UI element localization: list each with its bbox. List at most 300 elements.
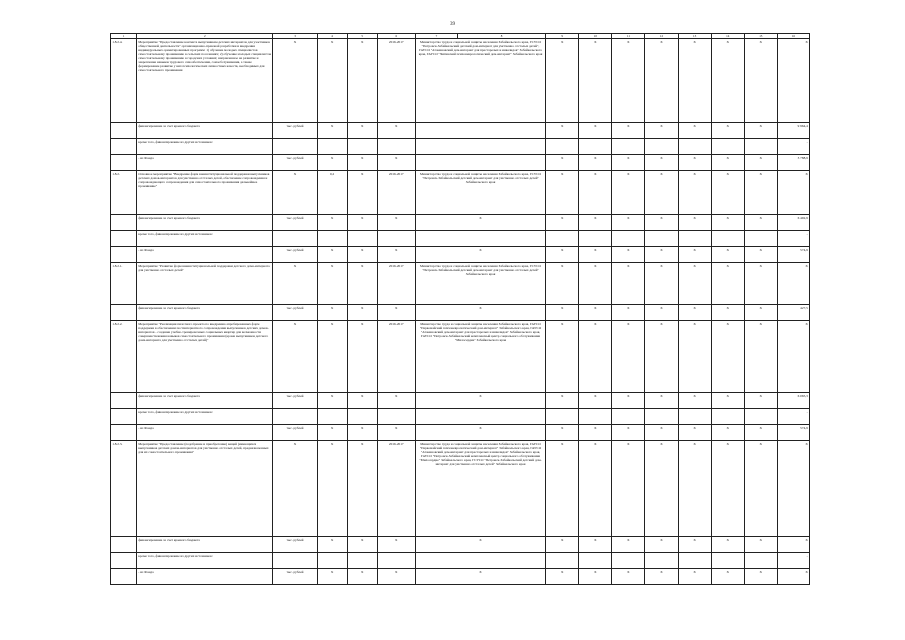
table-cell: Х <box>744 393 777 409</box>
table-cell: Х <box>678 393 711 409</box>
table-cell: Х <box>317 537 347 553</box>
table-cell: Х <box>377 393 415 409</box>
table-cell <box>678 553 711 569</box>
table-row <box>111 263 810 305</box>
table-cell: Х <box>377 247 415 263</box>
table-cell: Х <box>579 123 612 139</box>
table-cell: - из Фонда <box>137 425 273 441</box>
table-cell: Х <box>377 425 415 441</box>
table-row <box>111 441 810 537</box>
table-cell: 1.8.2.2. <box>111 321 137 393</box>
table-cell <box>273 553 317 569</box>
table-cell <box>744 409 777 425</box>
table-cell: Х <box>612 305 645 321</box>
table-cell: Х <box>317 247 347 263</box>
table-cell: Х <box>711 569 744 585</box>
table-cell: кроме того, финансирование из других источников: <box>137 139 273 155</box>
table-cell: финансирование за счет краевого бюджета <box>137 305 273 321</box>
table-cell: Х <box>777 569 809 585</box>
table-cell: Х <box>744 247 777 263</box>
table-row <box>111 139 810 155</box>
table-cell: Х <box>317 263 347 305</box>
table-cell: Х <box>579 569 612 585</box>
table-cell <box>579 231 612 247</box>
table-cell: Х <box>777 537 809 553</box>
table-cell: Х <box>711 171 744 215</box>
table-cell: 1.8.2.3. <box>111 441 137 537</box>
table-cell: Х <box>645 425 678 441</box>
table-cell <box>415 155 545 171</box>
table-cell: тыс. рублей <box>273 569 317 585</box>
table-cell <box>415 553 545 569</box>
table-cell: Х <box>678 537 711 553</box>
table-cell: - из Фонда <box>137 569 273 585</box>
table-cell <box>678 409 711 425</box>
table-cell: Х <box>678 171 711 215</box>
table-row <box>111 553 810 569</box>
table-cell <box>612 553 645 569</box>
table-cell: тыс. рублей <box>273 425 317 441</box>
table-cell: Х <box>579 321 612 393</box>
table-cell: Х <box>579 171 612 215</box>
table-cell: Х <box>744 123 777 139</box>
table-cell: Х <box>546 39 579 123</box>
table-cell: - <box>777 139 809 155</box>
table-cell: Х <box>645 321 678 393</box>
table-cell: Х <box>744 215 777 231</box>
table-cell: Х <box>347 441 377 537</box>
table-cell: 574,9 <box>777 247 809 263</box>
table-cell: Х <box>273 171 317 215</box>
table-cell: тыс. рублей <box>273 305 317 321</box>
table-cell: Х <box>612 569 645 585</box>
table-cell: 2016-2017 <box>377 39 415 123</box>
table-cell <box>347 231 377 247</box>
table-cell: Х <box>612 215 645 231</box>
table-cell: Министерство труда и социальной защиты населения Забайкальского края, ГАУСО "Первомайский психоневрологический дом-интернат" Забайкальского края, ГАУСО "Атамановский дом-интернат для престарелых и инвалидов" Забайкальского края, ГАУСО "Петровск-Забайкальский комплексный центр социального обслуживания "Милосердие" Забайкальского края <box>415 321 545 393</box>
table-cell: Х <box>645 305 678 321</box>
table-cell: 6 065,3 <box>777 393 809 409</box>
table-cell: Х <box>546 569 579 585</box>
table-cell: Х <box>645 155 678 171</box>
table-cell: Х <box>579 537 612 553</box>
table-cell: 2016-2017 <box>377 441 415 537</box>
table-cell <box>612 139 645 155</box>
table-cell: - из Фонда <box>137 247 273 263</box>
table-cell: Х <box>415 537 545 553</box>
table-cell: Х <box>645 569 678 585</box>
table-cell: 1.8.2.1. <box>111 263 137 305</box>
table-cell <box>744 139 777 155</box>
table-cell: Х <box>579 393 612 409</box>
table-cell: тыс. рублей <box>273 537 317 553</box>
column-number: 2 <box>137 34 273 39</box>
table-cell <box>711 139 744 155</box>
table-cell: Х <box>546 393 579 409</box>
column-number: 6 <box>377 34 415 39</box>
table-cell: Х <box>711 155 744 171</box>
table-cell <box>111 247 137 263</box>
table-cell: Х <box>711 537 744 553</box>
table-cell: Х <box>546 441 579 537</box>
table-cell: Х <box>612 247 645 263</box>
table-cell: Х <box>546 425 579 441</box>
table-cell: Мероприятие "Развитие форм внеинституциональной поддержки детского дома-интерната для умственно отсталых детей" <box>137 263 273 305</box>
table-cell: Х <box>612 393 645 409</box>
table-cell <box>111 139 137 155</box>
table-cell: финансирование за счет краевого бюджета <box>137 123 273 139</box>
table-cell: Х <box>612 425 645 441</box>
table-cell: 6 492,9 <box>777 215 809 231</box>
table-cell: Х <box>744 171 777 215</box>
page-number: 39 <box>450 22 455 27</box>
table-cell: Х <box>645 441 678 537</box>
table-cell: Х <box>678 263 711 305</box>
table-cell: Х <box>317 123 347 139</box>
table-cell <box>347 553 377 569</box>
table-cell <box>317 409 347 425</box>
table-cell <box>645 553 678 569</box>
column-number: 13 <box>678 34 711 39</box>
table-cell: Х <box>612 441 645 537</box>
table-cell: Мероприятие "Предоставление контента выпускникам детских интернатов для участников общественной деятельности" организационно-правовой разработки и внедрения индивидуальных ориентированных программ: 1) обучение молодых специалистов самостоятельному проживанию в сельских поселениях; 2) обучение молодых специалистов самостоятельному проживанию в городских условиях; направленное на развитие и закрепление навыков трудового самообеспечения, самообслуживания, а также формирование развитие у них психологических личностных качеств, необходимых для самостоятельного проживания <box>137 39 273 123</box>
table-cell: Х <box>377 123 415 139</box>
table-cell: Х <box>711 247 744 263</box>
table-cell: Х <box>711 321 744 393</box>
table-cell: Х <box>377 305 415 321</box>
table-cell <box>711 231 744 247</box>
table-cell: Х <box>744 39 777 123</box>
table-cell <box>711 553 744 569</box>
table-row <box>111 393 810 409</box>
table-cell: Х <box>415 569 545 585</box>
table-cell: Х <box>347 123 377 139</box>
table-cell <box>744 553 777 569</box>
table-cell: Х <box>347 425 377 441</box>
table-cell: Х <box>415 425 545 441</box>
column-number: 11 <box>612 34 645 39</box>
table-cell: Х <box>711 123 744 139</box>
table-cell <box>111 553 137 569</box>
table-cell <box>377 139 415 155</box>
table-cell <box>317 553 347 569</box>
table-cell: Х <box>777 171 809 215</box>
table-cell <box>347 409 377 425</box>
table-cell: Х <box>347 321 377 393</box>
table-cell: Мероприятие "Реализация пилотного проекта по внедрению апробированных форм поддержки в обеспечении постинтернатного сопровождения выпускников детских домов-интернатов - создание учебно-тренировочных социальных квартир для возможности совершенствования навыков самостоятельного проживания (кроме выпускников детского дома-интерната для умственно отсталых детей)" <box>137 321 273 393</box>
table-cell <box>317 139 347 155</box>
column-number: 1 <box>111 34 137 39</box>
column-number: 8 <box>457 34 545 39</box>
table-cell: Х <box>347 215 377 231</box>
table-cell: Х <box>678 305 711 321</box>
table-cell: Х <box>347 263 377 305</box>
table-cell: Х <box>744 569 777 585</box>
table-cell <box>645 409 678 425</box>
table-cell: Х <box>744 305 777 321</box>
table-cell: Х <box>711 263 744 305</box>
table-cell: Х <box>546 123 579 139</box>
table-cell <box>377 231 415 247</box>
column-number: 16 <box>777 34 809 39</box>
column-number: 9 <box>546 34 579 39</box>
table-cell <box>645 139 678 155</box>
column-number: 7 <box>415 34 457 39</box>
table-cell: 3 788,9 <box>777 155 809 171</box>
table-cell: Х <box>645 263 678 305</box>
table-cell: Х <box>273 263 317 305</box>
table-cell: Х <box>546 171 579 215</box>
table-cell: Х <box>645 171 678 215</box>
table-cell: Х <box>612 155 645 171</box>
table-cell: Х <box>678 441 711 537</box>
table-cell: Х <box>317 425 347 441</box>
table-cell: Х <box>546 305 579 321</box>
table-row <box>111 155 810 171</box>
table-cell: Х <box>347 155 377 171</box>
table-cell <box>111 155 137 171</box>
table-cell: - из Фонда <box>137 155 273 171</box>
program-table <box>110 33 810 585</box>
table-cell: Х <box>678 123 711 139</box>
table-cell: Х <box>777 441 809 537</box>
table-cell: Х <box>317 321 347 393</box>
table-cell: Х <box>711 305 744 321</box>
table-row <box>111 321 810 393</box>
table-cell: Х <box>377 569 415 585</box>
table-cell: Х <box>546 263 579 305</box>
table-cell: Министерство труда и социальной защиты населения Забайкальского края, ГСУСО "Петровск-Забайкальский детский дом-интернат для умственно отсталых детей" Забайкальского края <box>415 263 545 305</box>
table-cell <box>546 409 579 425</box>
table-cell: Х <box>645 215 678 231</box>
table-row <box>111 425 810 441</box>
table-cell <box>415 409 545 425</box>
table-cell <box>579 139 612 155</box>
table-cell: Х <box>317 305 347 321</box>
table-cell: 0,2 <box>317 171 347 215</box>
table-cell: - <box>777 553 809 569</box>
table-cell: Х <box>546 321 579 393</box>
column-number: 12 <box>645 34 678 39</box>
table-cell: 9 964,4 <box>777 123 809 139</box>
table-cell: Х <box>579 441 612 537</box>
column-number: 10 <box>579 34 612 39</box>
table-cell: Х <box>678 215 711 231</box>
table-cell <box>612 231 645 247</box>
table-cell: Х <box>579 263 612 305</box>
table-cell: Х <box>377 215 415 231</box>
table-cell: 1.8.2.4. <box>111 39 137 123</box>
table-cell: финансирование за счет краевого бюджета <box>137 393 273 409</box>
table-cell: Х <box>347 569 377 585</box>
table-cell <box>111 123 137 139</box>
table-cell: Х <box>317 393 347 409</box>
table-cell <box>273 139 317 155</box>
table-cell: тыс. рублей <box>273 215 317 231</box>
table-cell: Х <box>678 155 711 171</box>
table-cell: тыс. рублей <box>273 155 317 171</box>
table-cell: Х <box>347 305 377 321</box>
table-cell: Х <box>317 39 347 123</box>
table-cell: Х <box>612 321 645 393</box>
table-cell: финансирование за счет краевого бюджета <box>137 215 273 231</box>
column-number: 3 <box>273 34 317 39</box>
table-cell: кроме того, финансирование из других источников: <box>137 231 273 247</box>
table-body <box>111 34 810 585</box>
table-cell: Х <box>546 155 579 171</box>
table-cell: Х <box>317 569 347 585</box>
table-cell: Х <box>645 39 678 123</box>
table-cell: 574,9 <box>777 425 809 441</box>
table-cell <box>645 231 678 247</box>
table-cell: Х <box>744 425 777 441</box>
table-cell: Х <box>415 393 545 409</box>
table-cell <box>111 393 137 409</box>
table-cell: Х <box>711 39 744 123</box>
table-cell: 1.8.2. <box>111 171 137 215</box>
table-cell <box>111 569 137 585</box>
table-cell: Х <box>579 305 612 321</box>
table-cell: Х <box>645 123 678 139</box>
table-cell: Х <box>317 155 347 171</box>
table-cell: Основное мероприятие "Внедрение форм внеинституциональной поддержки выпускников детских домов-интернатов для умственно отсталых детей, обеспечение сопровождения и сопровождающего сопровождения для самостоятельного проживания дальнейшее проживание" <box>137 171 273 215</box>
table-cell: Х <box>612 39 645 123</box>
table-row <box>111 305 810 321</box>
table-cell <box>579 553 612 569</box>
table-cell: Х <box>579 247 612 263</box>
table-cell <box>111 537 137 553</box>
table-cell: Х <box>317 441 347 537</box>
table-cell <box>377 553 415 569</box>
table-cell: финансирование за счет краевого бюджета <box>137 537 273 553</box>
table-row <box>111 247 810 263</box>
table-cell: 2016-2017 <box>377 321 415 393</box>
table-cell <box>273 409 317 425</box>
table-cell: Х <box>579 425 612 441</box>
table-cell <box>111 215 137 231</box>
table-cell <box>347 139 377 155</box>
table-cell: кроме того, финансирование из других источников: <box>137 409 273 425</box>
table-cell: Х <box>377 537 415 553</box>
table-cell <box>111 425 137 441</box>
table-cell: кроме того, финансирование из других источников: <box>137 553 273 569</box>
table-cell: Х <box>579 39 612 123</box>
table-row <box>111 123 810 139</box>
table-cell: Х <box>612 537 645 553</box>
table-cell: Х <box>546 215 579 231</box>
table-cell <box>111 305 137 321</box>
column-number: 4 <box>317 34 347 39</box>
table-cell <box>377 409 415 425</box>
table-cell <box>546 231 579 247</box>
table-cell: Х <box>678 321 711 393</box>
column-number: 5 <box>347 34 377 39</box>
table-cell <box>711 409 744 425</box>
table-cell <box>678 139 711 155</box>
table-row <box>111 231 810 247</box>
table-cell: Х <box>415 305 545 321</box>
table-row <box>111 537 810 553</box>
table-cell <box>415 231 545 247</box>
table-cell: Х <box>711 393 744 409</box>
table-cell: Х <box>777 321 809 393</box>
table-cell: Х <box>678 569 711 585</box>
table-cell: Х <box>273 441 317 537</box>
table-cell: Х <box>645 393 678 409</box>
table-cell: Х <box>415 247 545 263</box>
table-cell: Х <box>678 425 711 441</box>
table-cell: Х <box>317 215 347 231</box>
table-cell: Х <box>377 155 415 171</box>
table-cell: Министерство труда и социальной защиты населения Забайкальского края, ГСУСО "Петровск-Забайкальский детский дом-интернат для умственно отсталых детей", ГАУСО "Атамановский дом-интернат для престарелых и инвалидов" Забайкальского края, ГАУСО "Читинский психоневрологический дом-интернат" Забайкальского края <box>415 39 545 123</box>
table-cell: Министерство труда и социальной защиты населения Забайкальского края, ГСУСО "Петровск-Забайкальский детский дом-интернат для умственно отсталых детей" Забайкальского края <box>415 171 545 215</box>
table-cell: Х <box>777 39 809 123</box>
table-cell: 2016-2017 <box>377 171 415 215</box>
table-cell <box>415 139 545 155</box>
table-row <box>111 215 810 231</box>
table-cell: Х <box>415 215 545 231</box>
table-cell: - <box>777 409 809 425</box>
table-cell <box>111 231 137 247</box>
table-cell: Х <box>612 123 645 139</box>
table-cell: Х <box>546 537 579 553</box>
table-cell <box>273 231 317 247</box>
table-cell <box>579 409 612 425</box>
table-cell <box>546 139 579 155</box>
table-cell: Мероприятие "Предоставление (подобрение и приобретение) вещей (имеющихся выпускников детских домов-интернатов для умственно отсталых детей, предназначенных для их самостоятельного проживания" <box>137 441 273 537</box>
table-cell: Х <box>612 171 645 215</box>
table-cell: Х <box>273 321 317 393</box>
table-cell: Х <box>645 537 678 553</box>
column-number: 15 <box>744 34 777 39</box>
table-cell: Х <box>612 263 645 305</box>
table-cell: Х <box>711 215 744 231</box>
table-cell: Х <box>579 155 612 171</box>
table-row <box>111 569 810 585</box>
table-cell: Х <box>744 155 777 171</box>
table-row <box>111 409 810 425</box>
table-cell: Х <box>347 39 377 123</box>
table-cell: Х <box>273 39 317 123</box>
table-cell: Х <box>579 215 612 231</box>
table-cell: Х <box>347 393 377 409</box>
table-cell: 2016-2017 <box>377 263 415 305</box>
table-row <box>111 171 810 215</box>
table-cell: тыс. рублей <box>273 393 317 409</box>
table-cell: Х <box>645 247 678 263</box>
table-cell: Х <box>744 441 777 537</box>
table-cell <box>612 409 645 425</box>
table-cell <box>317 231 347 247</box>
table-cell: Х <box>744 321 777 393</box>
table-cell: - <box>777 231 809 247</box>
table-row <box>111 39 810 123</box>
table-cell: Х <box>347 171 377 215</box>
table-cell: тыс. рублей <box>273 123 317 139</box>
table-cell: Х <box>678 247 711 263</box>
table-cell: Х <box>711 441 744 537</box>
table-cell: Х <box>777 263 809 305</box>
table-cell: Х <box>546 247 579 263</box>
table-cell <box>415 123 545 139</box>
table-cell <box>744 231 777 247</box>
table-cell: Х <box>347 537 377 553</box>
table-cell: Х <box>711 425 744 441</box>
table-cell: Х <box>678 39 711 123</box>
table-cell <box>111 409 137 425</box>
table-cell <box>678 231 711 247</box>
table-cell: тыс. рублей <box>273 247 317 263</box>
